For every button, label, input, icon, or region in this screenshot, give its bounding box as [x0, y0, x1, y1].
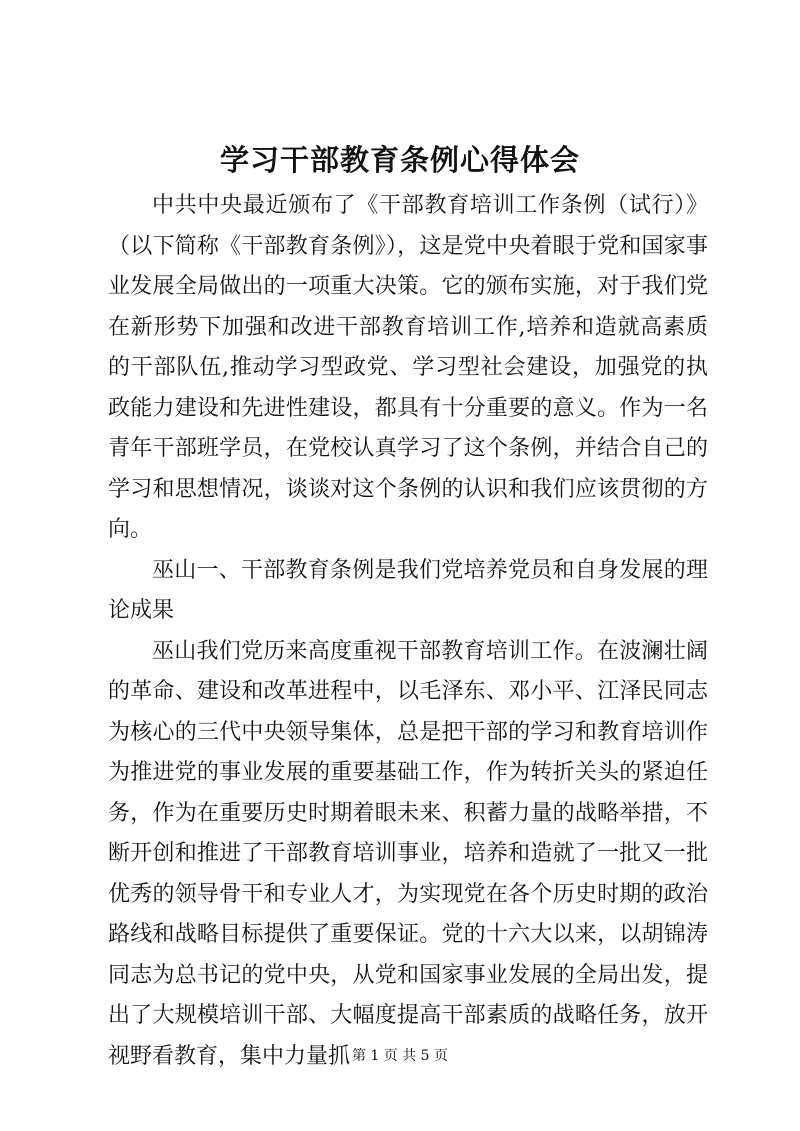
document-body: [108, 186, 708, 1077]
page-number-footer: 第 1 页 共 5 页: [351, 1048, 449, 1064]
paragraph-intro: 中共中央最近颁布了《干部教育培训工作条例（试行）》（以下简称《干部教育条例》），这是党中央着眼于党和国家事业发展全局做出的一项重大决策。它的颁布实施，对于我们党在新形势下加强和改进干部教育培训工作,培养和造就高素质的干部队伍,推动学习型政党、学习型社会建设，加强党的执政能力建设和先进性建设，都具有十分重要的意义。作为一名青年干部班学员，在党校认真学习了这个条例，并结合自己的学习和思想情况，谈谈对这个条例的认识和我们应该贯彻的方向。: [108, 193, 708, 542]
document-title: 学习干部教育条例心得体会: [219, 143, 580, 177]
paragraph-section-1: 巫山我们党历来高度重视干部教育培训工作。在波澜壮阔的革命、建设和改革进程中，以毛泽东、邓小平、江泽民同志为核心的三代中央领导集体，总是把干部的学习和教育培训作为推进党的事业发展的重要基础工作，作为转折关头的紧迫任务，作为在重要历史时期着眼未来、积蓄力量的战略举措，不断开创和推进了干部教育培训事业，培养和造就了一批又一批优秀的领导骨干和专业人才，为实现党在各个历史时期的政治路线和战略目标提供了重要保证。党的十六大以来，以胡锦涛同志为总书记的党中央，从党和国家事业发展的全局出发，提出了大规模培训干部、大幅度提高干部素质的战略任务，放开视野看教育，集中力量抓: [108, 638, 708, 1069]
section-heading-1: 巫山一、干部教育条例是我们党培养党员和自身发展的理论成果: [108, 557, 708, 623]
